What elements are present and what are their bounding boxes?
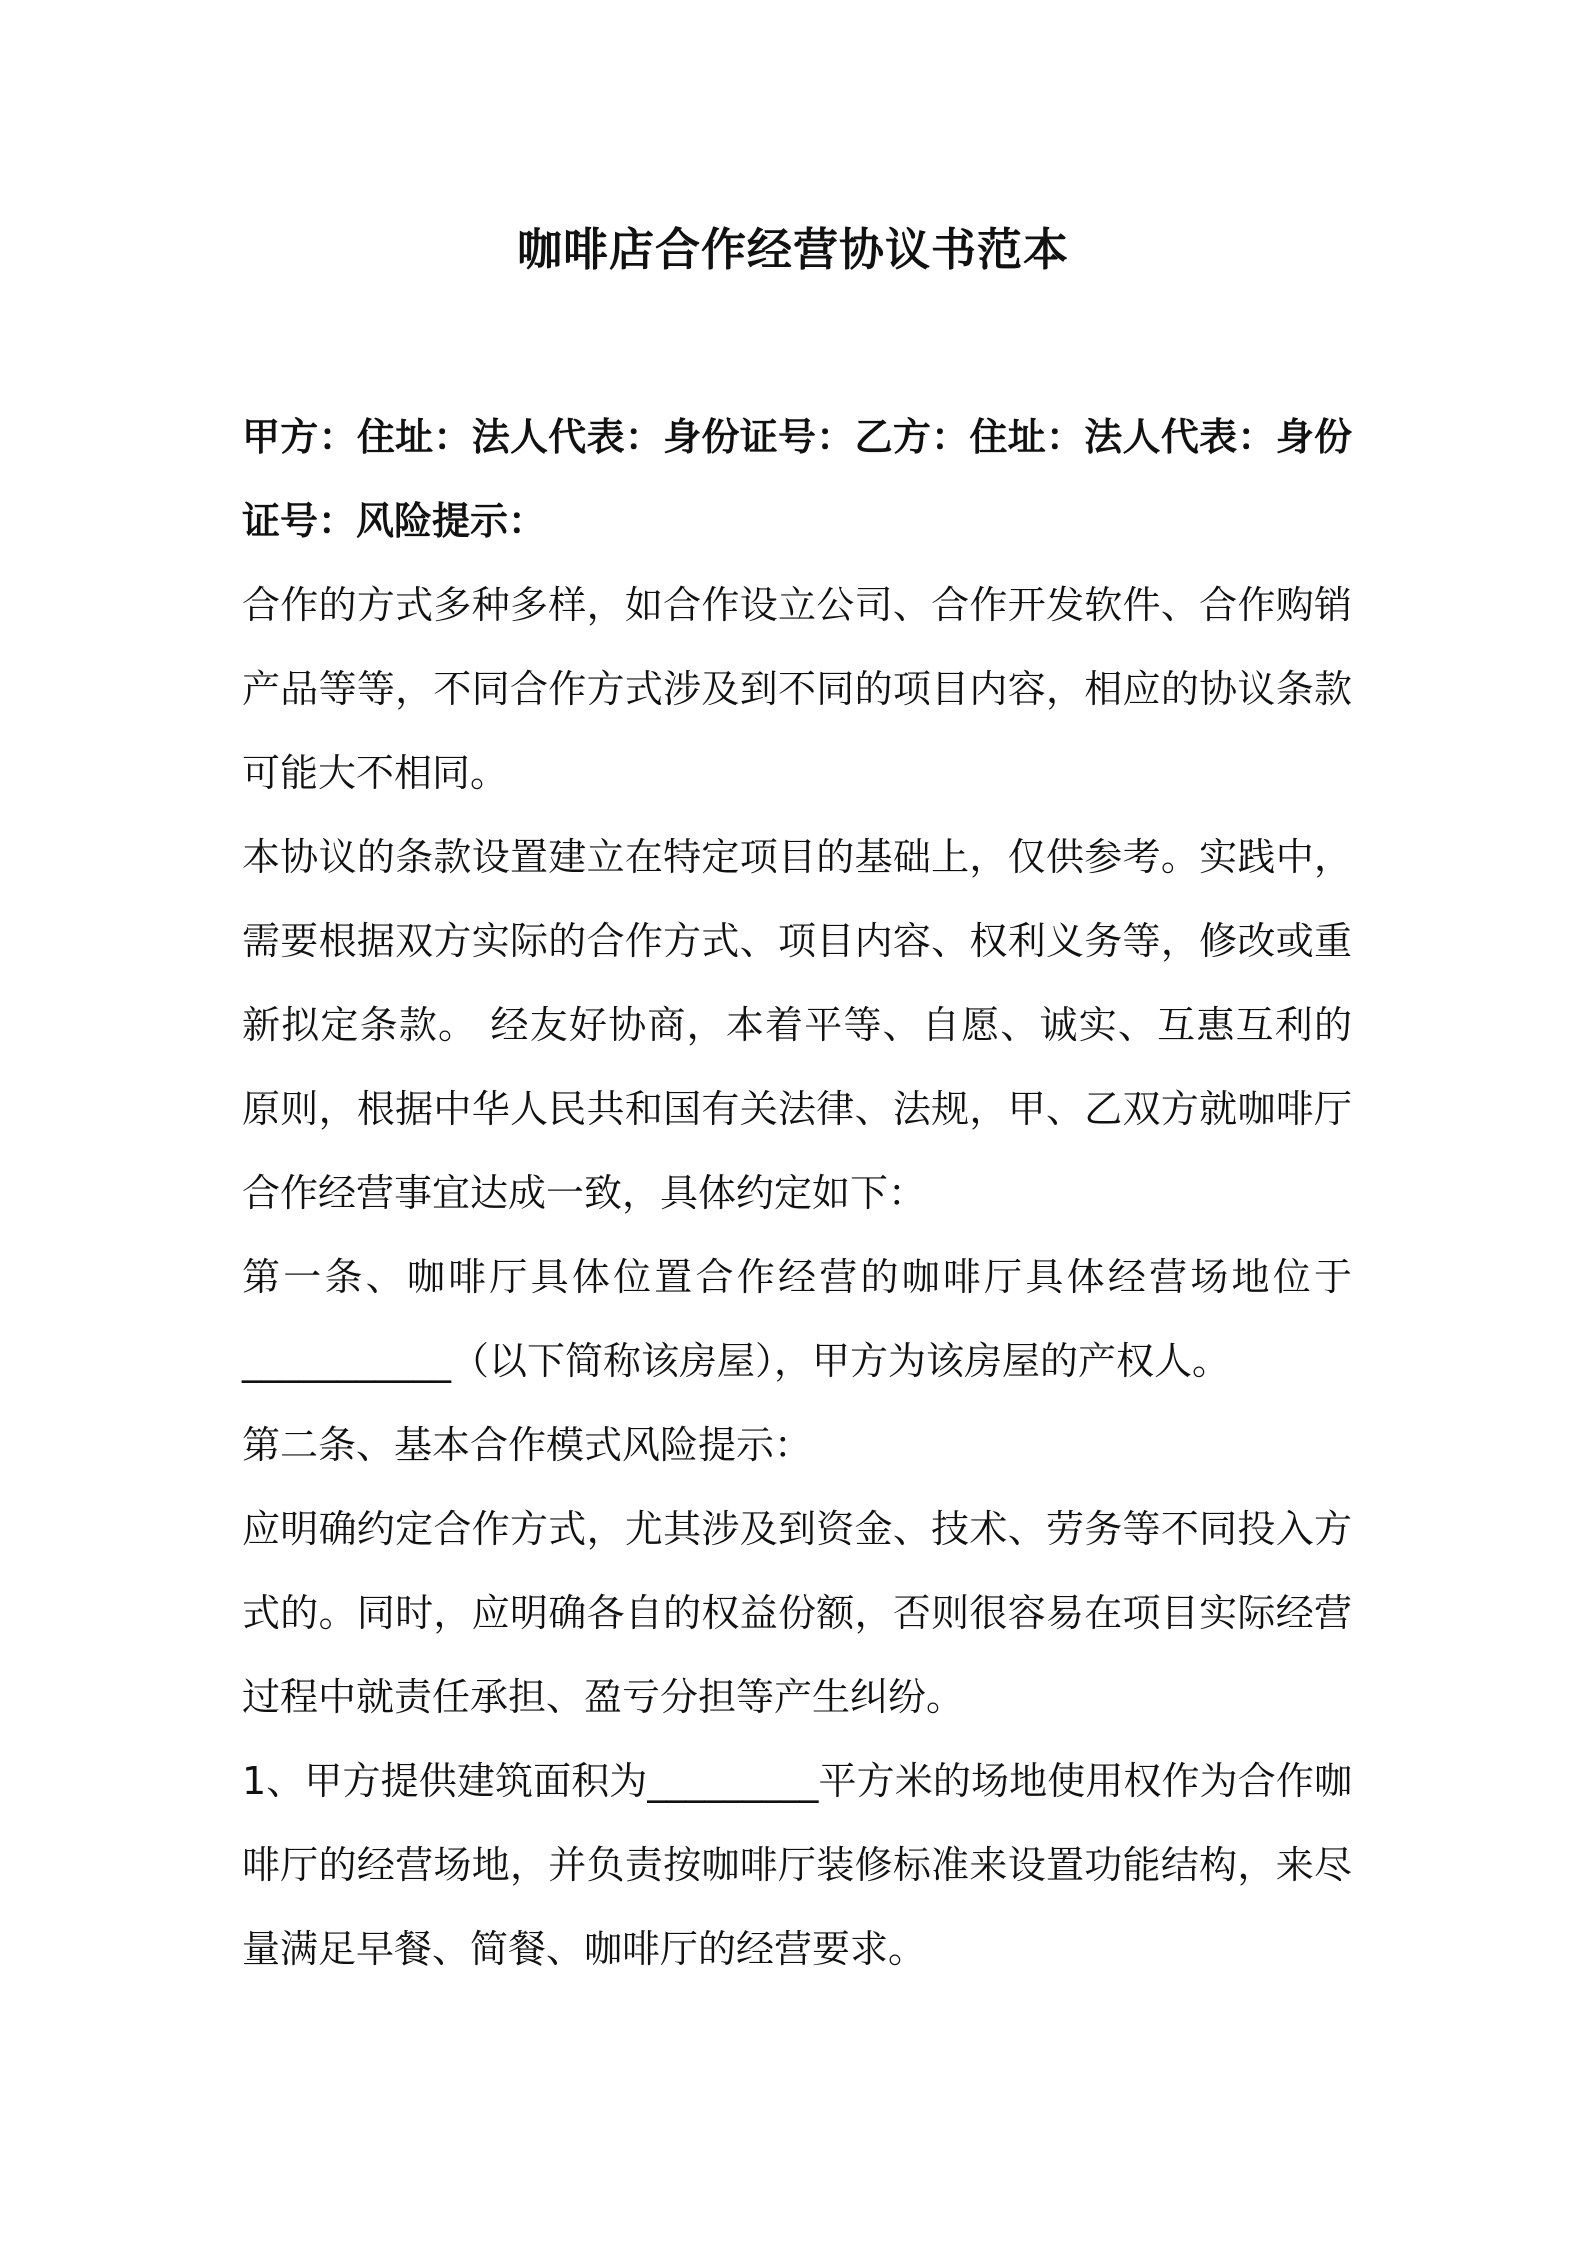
risk-note-paragraph: 合作的方式多种多样，如合作设立公司、合作开发软件、合作购销产品等等，不同合作方式涉及到不同的项目内容，相应的协议条款可能大不相同。: [242, 583, 1352, 795]
article-two-heading: 第二条、基本合作模式风险提示：: [242, 1423, 813, 1467]
clause-one-paragraph: 1、甲方提供建筑面积为_________平方米的场地使用权作为合作咖啡厅的经营场地，并负责按咖啡厅装修标准来设置功能结构，来尽量满足早餐、简餐、咖啡厅的经营要求。: [242, 1759, 1352, 1971]
document-body: [242, 395, 1352, 1991]
document-title: 咖啡店合作经营协议书范本: [516, 223, 1069, 276]
article-one-paragraph: 第一条、咖啡厅具体位置合作经营的咖啡厅具体经营场地位于___________（以下简称该房屋），甲方为该房屋的产权人。: [242, 1255, 1352, 1383]
preamble-paragraph: 本协议的条款设置建立在特定项目的基础上，仅供参考。实践中，需要根据双方实际的合作方式、项目内容、权利义务等，修改或重新拟定条款。 经友好协商，本着平等、自愿、诚实、互惠互利的原则，根据中华人民共和国有关法律、法规，甲、乙双方就咖啡厅合作经营事宜达成一致，具体约定如下：: [242, 835, 1352, 1215]
parties-paragraph: 甲方：住址：法人代表：身份证号：乙方：住址：法人代表：身份证号：风险提示：: [242, 415, 1352, 543]
article-two-risk-paragraph: 应明确约定合作方式，尤其涉及到资金、技术、劳务等不同投入方式的。同时，应明确各自的权益份额，否则很容易在项目实际经营过程中就责任承担、盈亏分担等产生纠纷。: [242, 1507, 1352, 1719]
